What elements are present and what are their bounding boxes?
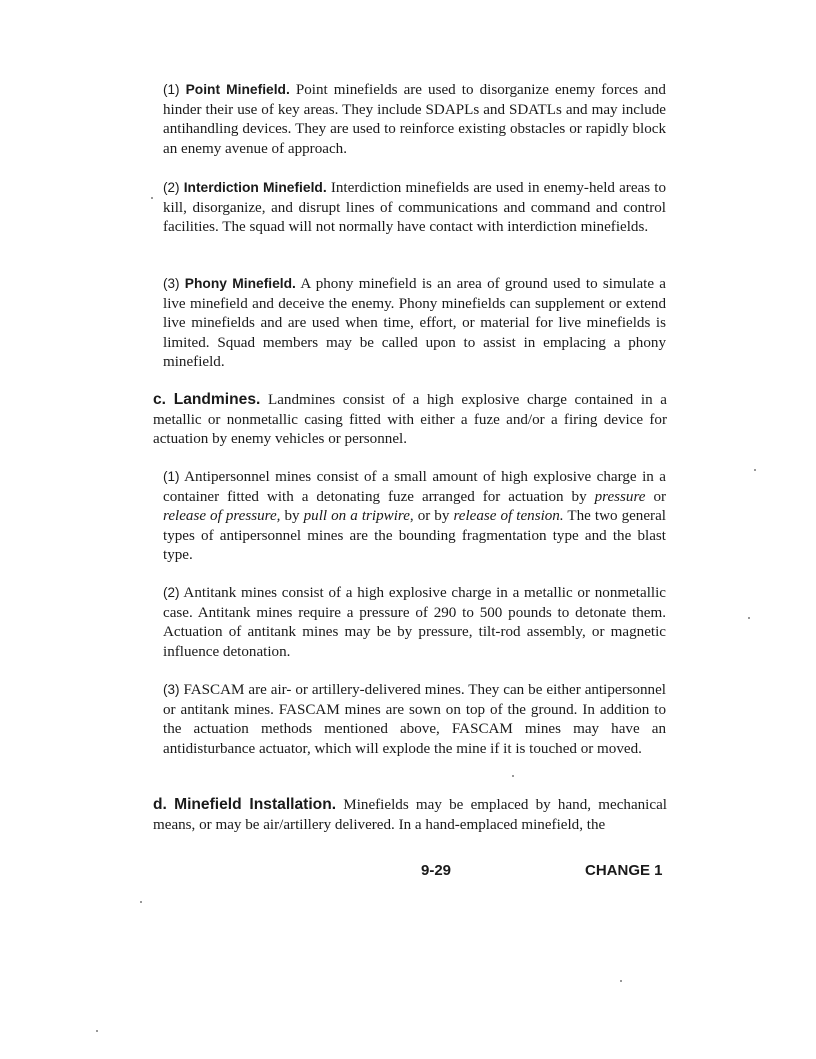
emphasis-pull-on-tripwire: pull on a tripwire — [303, 508, 410, 525]
point-minefield-paragraph — [163, 80, 666, 159]
paragraph-text: Antipersonnel mines consist of a small amount of high explosive charge in a container fitted with a detonating fuze arranged for actuation by — [163, 469, 666, 505]
paragraph-heading: Interdiction Minefield. — [183, 180, 327, 195]
scan-speck — [512, 775, 514, 777]
emphasis-release-of-tension: release of tension. — [453, 508, 564, 525]
paragraph-heading: Point Minefield. — [185, 82, 290, 97]
emphasis-release-of-pressure: release of pressure, — [163, 508, 281, 525]
paragraph-number: (2) — [163, 180, 180, 195]
paragraph-text: Point minefields are used to disorganize enemy forces and hinder their use of key areas. They include SDAPLs and SDATLs and may include antihandling devices. They are used to reinforce existing obstacles or rapidly block an enemy avenue of approach. — [163, 82, 666, 157]
section-letter: d. — [153, 796, 167, 813]
paragraph-text: , or by — [409, 508, 450, 525]
minefield-installation-section — [153, 795, 667, 835]
paragraph-heading: Phony Minefield. — [184, 276, 296, 291]
paragraph-text: by — [284, 508, 300, 525]
fascam-paragraph — [163, 680, 666, 759]
scan-speck — [754, 469, 756, 471]
paragraph-number: (1) — [163, 469, 180, 484]
section-heading: Landmines. — [173, 391, 261, 408]
paragraph-number: (2) — [163, 585, 180, 600]
scan-speck — [140, 901, 142, 903]
change-label: CHANGE 1 — [585, 862, 663, 879]
scan-speck — [620, 980, 622, 982]
paragraph-text: FASCAM are air- or artillery-delivered mines. They can be either antipersonnel or antitank mines. FASCAM mines are sown on top of the ground. In addition to the actuation methods mentioned above, FASCAM mines may have an antidisturbance actuator, which will explode the mine if it is touched or moved. — [163, 682, 667, 757]
paragraph-text: Antitank mines consist of a high explosive charge in a metallic or nonmetallic case. Antitank mines require a pressure of 290 to 500 pounds to detonate them. Actuation of antitank mines may be by pressure, tilt-rod assembly, or magnetic influence detonation. — [163, 585, 666, 660]
paragraph-number: (1) — [163, 82, 180, 97]
paragraph-number: (3) — [163, 682, 180, 697]
scan-speck — [151, 197, 153, 199]
paragraph-text: or — [653, 488, 667, 505]
antipersonnel-mines-paragraph — [163, 467, 666, 566]
scan-speck — [96, 1030, 98, 1032]
scan-speck — [748, 617, 750, 619]
interdiction-minefield-paragraph — [163, 178, 666, 238]
section-letter: c. — [153, 391, 167, 408]
page-number: 9-29 — [421, 862, 452, 879]
phony-minefield-paragraph — [163, 274, 666, 373]
section-text: Minefields may be emplaced by hand, mechanical means, or may be air/artillery delivered. In a hand-emplaced minefield, the — [153, 797, 667, 833]
emphasis-pressure: pressure — [594, 488, 646, 505]
antitank-mines-paragraph — [163, 583, 666, 662]
paragraph-text: The two general types of antipersonnel mines are the bounding fragmentation type and the blast type. — [163, 508, 666, 564]
paragraph-text: A phony minefield is an area of ground used to simulate a live minefield and deceive the enemy. Phony minefields can supplement or extend live minefields and are used when time, effort, or material for live minefields is limited. Squad members may be called upon to assist in emplacing a phony minefield. — [163, 276, 667, 371]
paragraph-number: (3) — [163, 276, 180, 291]
section-text: Landmines consist of a high explosive charge contained in a metallic or nonmetallic casing fitted with either a fuze and/or a firing device for actuation by enemy vehicles or personnel. — [153, 392, 667, 448]
paragraph-text: Interdiction minefields are used in enemy-held areas to kill, disorganize, and disrupt lines of communications and command and control facilities. The squad will not normally have contact with interdiction minefields. — [163, 180, 667, 236]
section-heading: Minefield Installation. — [174, 796, 337, 813]
landmines-section — [153, 390, 667, 450]
